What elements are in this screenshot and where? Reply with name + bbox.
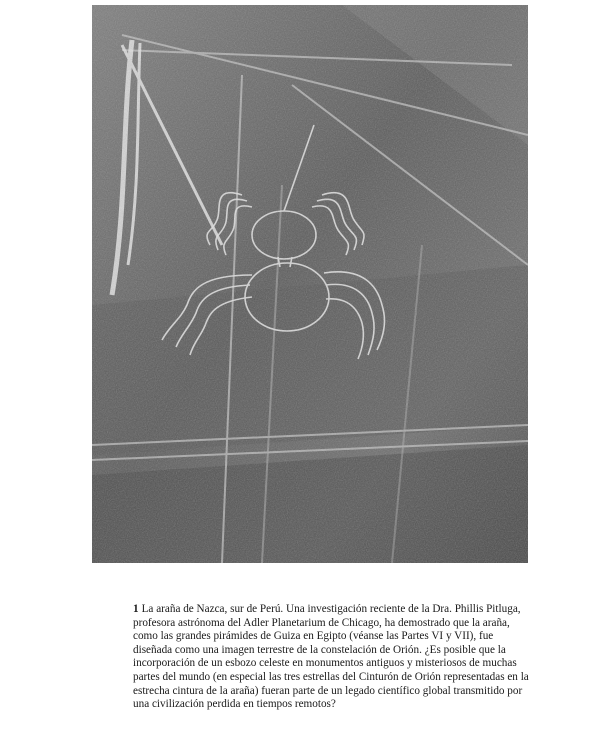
caption-text: La araña de Nazca, sur de Perú. Una investigación reciente de la Dra. Phillis Pitluga, profesora astrónoma del Adler Planetarium de Chicago, ha demostrado que la araña, como las grandes pirámides de Guiza en Egipto (véanse las Partes VI y VII), fue diseñada como una imagen terrestre de la constelación de Orión. ¿Es posible que la incorporación de un esbozo celeste en monumentos antiguos y misteriosos de muchas partes del mundo (en especial las tres estrellas del Cinturón de Orión representadas en la estrecha cintura de la araña) fueran parte de un legado científico global transmitido por una civilización perdida en tiempos remotos? (133, 603, 529, 711)
nazca-spider-photo (92, 5, 528, 563)
caption-number: 1 (133, 603, 139, 615)
figure-caption (133, 603, 533, 712)
